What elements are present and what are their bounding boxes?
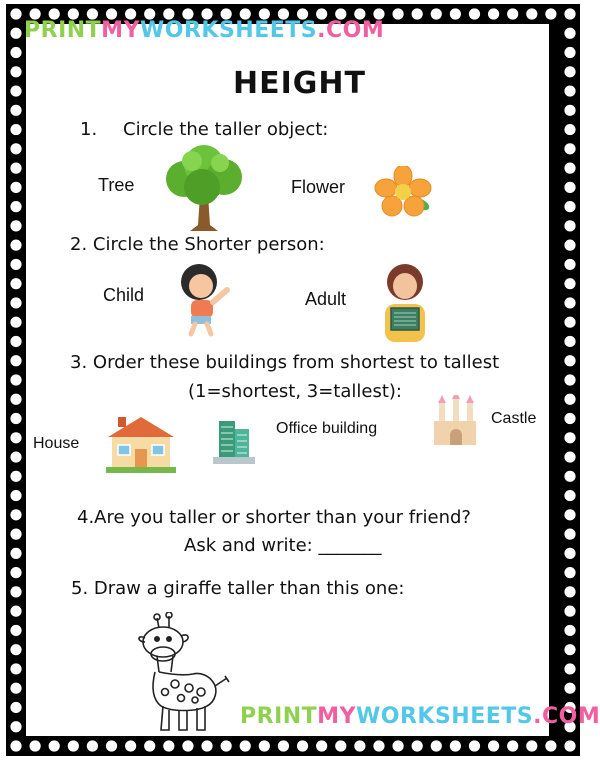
border-dot [564,548,575,559]
border-dot [564,317,575,328]
question-4-line-2: Ask and write: _______ [184,535,382,556]
flower-icon [374,166,432,218]
border-dot [564,606,575,617]
border-dot [10,278,21,289]
border-dot [488,8,499,19]
border-dot [10,374,21,385]
border-dot [373,740,384,751]
border-dot [450,8,461,19]
border-dot [564,66,575,77]
border-dot [564,509,575,520]
border-dot [564,374,575,385]
house-icon [104,415,178,475]
border-dot [10,663,21,674]
border-dot [564,490,575,501]
border-dot [564,355,575,366]
border-dot [10,143,21,154]
border-dot [526,740,537,751]
border-dot [335,740,346,751]
border-dot [10,66,21,77]
border-dot [564,644,575,655]
border-dot [545,8,556,19]
border-dot [564,124,575,135]
border-dot [10,721,21,732]
question-4-line-1: 4.Are you taller or shorter than your friend? [77,507,471,528]
border-dot [10,8,21,19]
border-dot [469,740,480,751]
brand-logo-top: PRINTMYWORKSHEETS.COM [24,18,385,43]
border-dot [30,740,41,751]
office-building-icon [211,417,257,465]
question-5-text: 5. Draw a giraffe taller than this one: [71,578,405,599]
border-dot [564,163,575,174]
border-dot [49,740,60,751]
border-dot [526,8,537,19]
border-dot [10,47,21,58]
border-dot [10,336,21,347]
border-dot [10,586,21,597]
border-dot [10,471,21,482]
border-dot [507,740,518,751]
label-adult: Adult [305,289,347,309]
question-1-text: Circle the taller object: [123,119,329,140]
border-dot [221,740,232,751]
border-dot [564,663,575,674]
border-dot [564,413,575,424]
border-dot [278,740,289,751]
border-dot [10,297,21,308]
border-dot [10,240,21,251]
border-dot [259,740,270,751]
border-dot [106,740,117,751]
question-1-number: 1. [80,119,98,140]
border-dot [564,220,575,231]
border-dot [564,336,575,347]
border-dot [564,451,575,462]
border-dot [10,124,21,135]
border-dot [10,201,21,212]
border-dot [564,740,575,751]
border-dot [10,182,21,193]
label-office-building: Office building [276,420,378,437]
border-dot [10,509,21,520]
border-dot [564,8,575,19]
border-dot [240,740,251,751]
border-dot [450,740,461,751]
border-dot [392,8,403,19]
border-dot [564,105,575,116]
border-dot [412,8,423,19]
label-child: Child [103,285,145,305]
child-icon [177,260,235,338]
border-dot [125,740,136,751]
border-dot [564,625,575,636]
question-3-line-2: (1=shortest, 3=tallest): [188,381,402,402]
border-dot [10,163,21,174]
label-castle: Castle [491,410,537,427]
border-dot [10,529,21,540]
border-dot [564,394,575,405]
border-dot [564,278,575,289]
border-dot [10,740,21,751]
border-dot [564,471,575,482]
border-dot [564,432,575,443]
border-dot [87,740,98,751]
border-dot [431,8,442,19]
border-dot [564,567,575,578]
border-dot [469,8,480,19]
castle-icon [430,395,480,449]
border-dot [10,220,21,231]
border-dot [182,740,193,751]
border-dot [564,28,575,39]
border-dot [68,740,79,751]
border-dot [10,28,21,39]
border-dot [10,85,21,96]
border-dot [10,394,21,405]
border-dot [412,740,423,751]
border-dot [163,740,174,751]
border-dot [10,625,21,636]
border-dot [201,740,212,751]
border-dot [10,355,21,366]
question-3-line-1: 3. Order these buildings from shortest to tallest [70,352,500,373]
border-dot [10,567,21,578]
border-dot [392,740,403,751]
label-flower: Flower [291,177,346,197]
border-dot [10,105,21,116]
border-dot [564,529,575,540]
brand-logo-bottom: PRINTMYWORKSHEETS.COM [240,704,600,729]
border-dot [564,683,575,694]
border-dot [545,740,556,751]
border-dot [10,317,21,328]
border-dot [10,413,21,424]
adult-icon [373,262,437,342]
border-dot [564,47,575,58]
border-dot [431,740,442,751]
border-dot [564,201,575,212]
border-dot [564,143,575,154]
border-dot [10,451,21,462]
border-dot [507,8,518,19]
border-dot [564,240,575,251]
border-dot [10,259,21,270]
label-tree: Tree [98,175,135,195]
border-dot [10,548,21,559]
border-dot [297,740,308,751]
tree-icon [162,145,246,233]
border-dot [10,644,21,655]
border-dot [316,740,327,751]
border-dot [564,586,575,597]
border-dot [10,683,21,694]
giraffe-outline-icon [135,612,235,734]
border-dot [10,702,21,713]
label-house: House [33,435,80,452]
border-dot [10,432,21,443]
border-dot [564,259,575,270]
border-dot [354,740,365,751]
border-dot [144,740,155,751]
border-dot [564,182,575,193]
border-dot [564,297,575,308]
border-dot [564,85,575,96]
question-2-text: 2. Circle the Shorter person: [70,234,325,255]
border-dot [488,740,499,751]
border-dot [10,490,21,501]
page-title: HEIGHT [233,66,366,101]
border-dot [10,606,21,617]
